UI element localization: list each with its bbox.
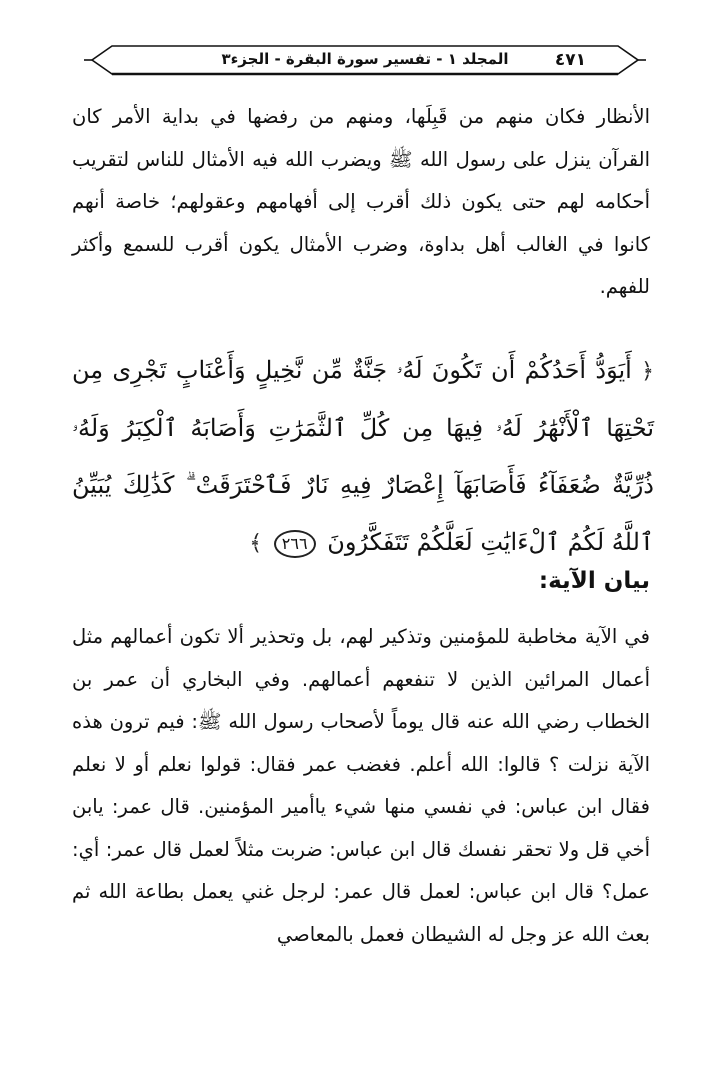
verse-close-bracket: ﴾ (249, 531, 263, 556)
section-heading: بيان الآية: (538, 568, 650, 594)
verse-text: أَيَوَدُّ أَحَدُكُمْ أَن تَكُونَ لَهُۥ جَنَّةٌ مِّن نَّخِيلٍ وَأَعْنَابٍ تَجْرِى مِن تَحْتِهَا ٱلْأَنْهَٰرُ لَهُۥ فِيهَا مِن كُلِّ ٱلثَّمَرَٰتِ وَأَصَابَهُ ٱلْكِبَرُ وَلَهُۥ ذُرِّيَّةٌ ضُعَفَآءُ فَأَصَابَهَآ إِعْصَارٌ فِيهِ نَارٌ فَٱحْتَرَقَتْ ۗ كَذَٰلِكَ يُبَيِّنُ ٱللَّهُ لَكُمُ ٱلْءَايَٰتِ لَعَلَّكُمْ تَتَفَكَّرُونَ (72, 356, 654, 556)
paragraph-explanation: في الآية مخاطبة للمؤمنين وتذكير لهم، بل وتحذير ألا تكون أعمالهم مثل أعمال المرائين الذين لا تنفعهم أعمالهم. وفي البخاري أن عمر بن الخطاب رضي الله عنه قال يوماً لأصحاب رسول الله ﷺ: فيم ترون هذه الآية نزلت ؟ قالوا: الله أعلم. فغضب عمر فقال: قولوا نعلم أو لا نعلم فقال ابن عباس: في نفسي منها شيء ياأمير المؤمنين. قال عمر: يابن أخي قل ولا تحقر نفسك قال ابن عباس: ضربت مثلاً لعمل قال عمر: أي: عمل؟ قال ابن عباس: لعمل قال عمر: لرجل غني يعمل بطاعة الله ثم بعث الله عز وجل له الشيطان فعمل بالمعاصي (72, 625, 650, 946)
quran-verse (72, 342, 654, 572)
ayah-number-badge: ٢٦٦ (274, 530, 316, 558)
paragraph-intro: الأنظار فكان منهم من قَبِلَها، ومنهم من رفضها في بداية الأمر كان القرآن ينزل على رسول الله ﷺ ويضرب الله فيه الأمثال للناس لتقريب أحكامه لهم حتى يكون ذلك أقرب إلى أفهامهم وعقولهم؛ خاصة أنهم كانوا في الغالب أهل بداوة، وضرب الأمثال يكون أقرب للسمع وأكثر للفهم. (72, 105, 650, 298)
running-header (82, 40, 648, 80)
page-number: ٤٧١ (554, 50, 586, 70)
header-title: المجلد ١ - تفسير سورة البقرة - الجزء٣ (221, 50, 509, 68)
verse-open-bracket: ﴿ (641, 359, 654, 384)
